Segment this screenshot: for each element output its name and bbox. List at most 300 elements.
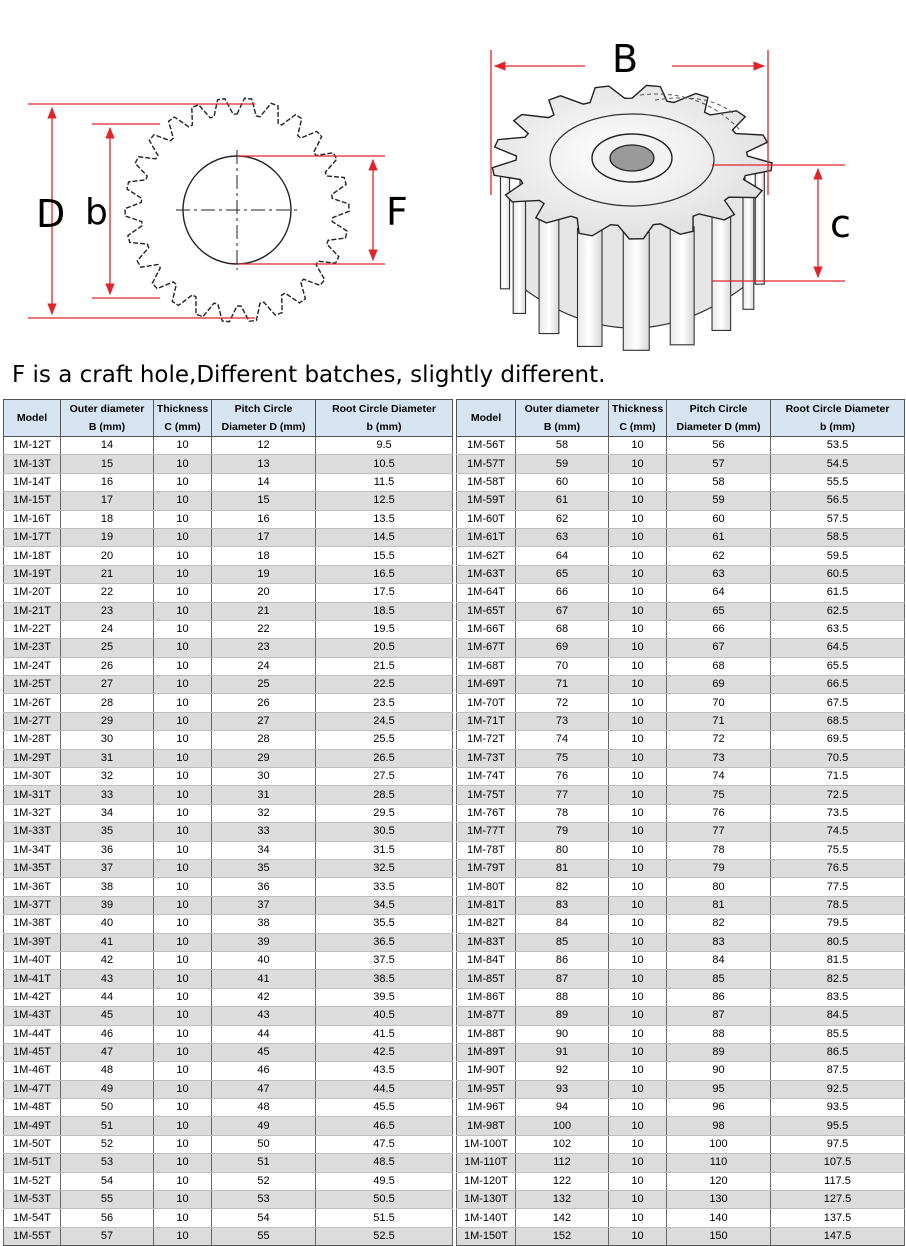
cell-thickness: 10	[609, 1007, 667, 1025]
cell-pitch-circle-diameter: 31	[212, 786, 316, 804]
table-row	[457, 1227, 905, 1245]
label-f: F	[386, 190, 408, 234]
cell-root-circle-diameter: 58.5	[771, 528, 905, 546]
cell-model: 1M-14T	[4, 473, 61, 491]
table-row	[457, 1172, 905, 1190]
cell-root-circle-diameter: 11.5	[316, 473, 453, 491]
cell-outer-diameter: 43	[61, 970, 154, 988]
cell-root-circle-diameter: 34.5	[316, 896, 453, 914]
table-row	[457, 620, 905, 638]
cell-outer-diameter: 56	[61, 1209, 154, 1227]
cell-root-circle-diameter: 12.5	[316, 492, 453, 510]
table-row	[4, 749, 453, 767]
cell-thickness: 10	[154, 620, 212, 638]
cell-outer-diameter: 60	[516, 473, 609, 491]
cell-thickness: 10	[609, 859, 667, 877]
cell-outer-diameter: 65	[516, 565, 609, 583]
cell-pitch-circle-diameter: 58	[667, 473, 771, 491]
cell-pitch-circle-diameter: 42	[212, 988, 316, 1006]
cell-pitch-circle-diameter: 89	[667, 1043, 771, 1061]
table-row	[4, 731, 453, 749]
cell-outer-diameter: 18	[61, 510, 154, 528]
cell-root-circle-diameter: 33.5	[316, 878, 453, 896]
table-row	[4, 510, 453, 528]
cell-pitch-circle-diameter: 62	[667, 547, 771, 565]
table-row	[4, 1007, 453, 1025]
cell-model: 1M-53T	[4, 1191, 61, 1209]
cell-root-circle-diameter: 46.5	[316, 1117, 453, 1135]
cell-model: 1M-72T	[457, 731, 516, 749]
table-row	[457, 694, 905, 712]
label-d: D	[36, 192, 66, 236]
cell-root-circle-diameter: 22.5	[316, 676, 453, 694]
cell-model: 1M-57T	[457, 455, 516, 473]
cell-pitch-circle-diameter: 130	[667, 1191, 771, 1209]
cell-pitch-circle-diameter: 26	[212, 694, 316, 712]
cell-model: 1M-41T	[4, 970, 61, 988]
cell-pitch-circle-diameter: 86	[667, 988, 771, 1006]
table-row	[457, 492, 905, 510]
cell-root-circle-diameter: 61.5	[771, 584, 905, 602]
cell-outer-diameter: 152	[516, 1227, 609, 1245]
cell-thickness: 10	[154, 841, 212, 859]
cell-pitch-circle-diameter: 15	[212, 492, 316, 510]
cell-model: 1M-52T	[4, 1172, 61, 1190]
cell-root-circle-diameter: 70.5	[771, 749, 905, 767]
cell-root-circle-diameter: 74.5	[771, 823, 905, 841]
cell-root-circle-diameter: 107.5	[771, 1154, 905, 1172]
cell-model: 1M-79T	[457, 859, 516, 877]
gear-side-tooth	[743, 191, 754, 309]
cell-outer-diameter: 44	[61, 988, 154, 1006]
cell-thickness: 10	[154, 437, 212, 455]
cell-root-circle-diameter: 79.5	[771, 915, 905, 933]
cell-root-circle-diameter: 97.5	[771, 1135, 905, 1153]
cell-model: 1M-27T	[4, 712, 61, 730]
cell-root-circle-diameter: 24.5	[316, 712, 453, 730]
cell-root-circle-diameter: 56.5	[771, 492, 905, 510]
cell-thickness: 10	[609, 676, 667, 694]
cell-outer-diameter: 27	[61, 676, 154, 694]
cell-thickness: 10	[154, 510, 212, 528]
cell-pitch-circle-diameter: 22	[212, 620, 316, 638]
cell-model: 1M-19T	[4, 565, 61, 583]
spec-table-left	[3, 399, 453, 1246]
cell-model: 1M-85T	[457, 970, 516, 988]
table-row	[4, 437, 453, 455]
craft-hole-note: F is a craft hole,Different batches, slightly different.	[12, 362, 606, 388]
cell-pitch-circle-diameter: 72	[667, 731, 771, 749]
cell-thickness: 10	[154, 1227, 212, 1245]
cell-pitch-circle-diameter: 28	[212, 731, 316, 749]
table-row	[457, 1062, 905, 1080]
cell-outer-diameter: 25	[61, 639, 154, 657]
cell-thickness: 10	[154, 1209, 212, 1227]
cell-model: 1M-100T	[457, 1135, 516, 1153]
cell-pitch-circle-diameter: 75	[667, 786, 771, 804]
cell-thickness: 10	[154, 970, 212, 988]
cell-model: 1M-35T	[4, 859, 61, 877]
cell-outer-diameter: 19	[61, 528, 154, 546]
cell-model: 1M-68T	[457, 657, 516, 675]
cell-thickness: 10	[154, 584, 212, 602]
table-row	[4, 915, 453, 933]
cell-outer-diameter: 77	[516, 786, 609, 804]
table-row	[457, 473, 905, 491]
cell-root-circle-diameter: 48.5	[316, 1154, 453, 1172]
cell-thickness: 10	[154, 565, 212, 583]
cell-outer-diameter: 88	[516, 988, 609, 1006]
cell-model: 1M-50T	[4, 1135, 61, 1153]
cell-root-circle-diameter: 17.5	[316, 584, 453, 602]
cell-pitch-circle-diameter: 78	[667, 841, 771, 859]
cell-model: 1M-29T	[4, 749, 61, 767]
cell-thickness: 10	[609, 731, 667, 749]
cell-thickness: 10	[609, 584, 667, 602]
cell-pitch-circle-diameter: 73	[667, 749, 771, 767]
table-row	[457, 915, 905, 933]
cell-pitch-circle-diameter: 13	[212, 455, 316, 473]
cell-pitch-circle-diameter: 60	[667, 510, 771, 528]
cell-pitch-circle-diameter: 20	[212, 584, 316, 602]
table-row	[4, 455, 453, 473]
cell-root-circle-diameter: 78.5	[771, 896, 905, 914]
header-root-circle-diameter: Root Circle Diameter b (mm)	[771, 400, 905, 437]
cell-outer-diameter: 67	[516, 602, 609, 620]
cell-model: 1M-83T	[457, 933, 516, 951]
cell-model: 1M-30T	[4, 768, 61, 786]
cell-thickness: 10	[609, 1080, 667, 1098]
cell-thickness: 10	[609, 565, 667, 583]
cell-outer-diameter: 20	[61, 547, 154, 565]
cell-pitch-circle-diameter: 90	[667, 1062, 771, 1080]
header-thickness: Thickness C (mm)	[154, 400, 212, 437]
cell-outer-diameter: 31	[61, 749, 154, 767]
front-view-gear	[28, 98, 385, 321]
cell-root-circle-diameter: 72.5	[771, 786, 905, 804]
cell-root-circle-diameter: 51.5	[316, 1209, 453, 1227]
cell-root-circle-diameter: 76.5	[771, 859, 905, 877]
cell-model: 1M-24T	[4, 657, 61, 675]
cell-model: 1M-23T	[4, 639, 61, 657]
cell-thickness: 10	[609, 547, 667, 565]
cell-thickness: 10	[609, 1209, 667, 1227]
table-row	[457, 657, 905, 675]
cell-pitch-circle-diameter: 54	[212, 1209, 316, 1227]
cell-thickness: 10	[609, 749, 667, 767]
cell-root-circle-diameter: 45.5	[316, 1099, 453, 1117]
cell-outer-diameter: 102	[516, 1135, 609, 1153]
cell-root-circle-diameter: 10.5	[316, 455, 453, 473]
cell-root-circle-diameter: 39.5	[316, 988, 453, 1006]
cell-thickness: 10	[154, 1080, 212, 1098]
cell-pitch-circle-diameter: 74	[667, 768, 771, 786]
cell-outer-diameter: 75	[516, 749, 609, 767]
table-row	[4, 951, 453, 969]
cell-model: 1M-44T	[4, 1025, 61, 1043]
cell-root-circle-diameter: 19.5	[316, 620, 453, 638]
cell-thickness: 10	[154, 988, 212, 1006]
cell-pitch-circle-diameter: 100	[667, 1135, 771, 1153]
cell-root-circle-diameter: 86.5	[771, 1043, 905, 1061]
header-outer-diameter: Outer diameter B (mm)	[516, 400, 609, 437]
table-row	[4, 602, 453, 620]
table-row	[4, 1080, 453, 1098]
cell-outer-diameter: 132	[516, 1191, 609, 1209]
cell-model: 1M-76T	[457, 804, 516, 822]
cell-outer-diameter: 86	[516, 951, 609, 969]
cell-thickness: 10	[154, 657, 212, 675]
cell-model: 1M-75T	[457, 786, 516, 804]
cell-outer-diameter: 73	[516, 712, 609, 730]
table-row	[4, 933, 453, 951]
cell-model: 1M-77T	[457, 823, 516, 841]
table-row	[457, 933, 905, 951]
cell-pitch-circle-diameter: 18	[212, 547, 316, 565]
table-row	[4, 565, 453, 583]
cell-thickness: 10	[609, 437, 667, 455]
cell-outer-diameter: 78	[516, 804, 609, 822]
cell-model: 1M-70T	[457, 694, 516, 712]
cell-root-circle-diameter: 59.5	[771, 547, 905, 565]
gear-diagram-area	[0, 0, 906, 355]
cell-model: 1M-60T	[457, 510, 516, 528]
cell-pitch-circle-diameter: 69	[667, 676, 771, 694]
cell-model: 1M-17T	[4, 528, 61, 546]
cell-outer-diameter: 52	[61, 1135, 154, 1153]
cell-model: 1M-56T	[457, 437, 516, 455]
table-row	[457, 786, 905, 804]
cell-model: 1M-42T	[4, 988, 61, 1006]
table-row	[4, 1209, 453, 1227]
table-row	[4, 1191, 453, 1209]
cell-model: 1M-62T	[457, 547, 516, 565]
cell-pitch-circle-diameter: 16	[212, 510, 316, 528]
cell-pitch-circle-diameter: 96	[667, 1099, 771, 1117]
cell-thickness: 10	[609, 804, 667, 822]
cell-model: 1M-33T	[4, 823, 61, 841]
cell-thickness: 10	[154, 768, 212, 786]
cell-pitch-circle-diameter: 98	[667, 1117, 771, 1135]
cell-outer-diameter: 40	[61, 915, 154, 933]
cell-thickness: 10	[154, 639, 212, 657]
cell-model: 1M-45T	[4, 1043, 61, 1061]
cell-root-circle-diameter: 13.5	[316, 510, 453, 528]
cell-pitch-circle-diameter: 44	[212, 1025, 316, 1043]
cell-root-circle-diameter: 65.5	[771, 657, 905, 675]
cell-outer-diameter: 94	[516, 1099, 609, 1117]
cell-pitch-circle-diameter: 64	[667, 584, 771, 602]
cell-model: 1M-16T	[4, 510, 61, 528]
table-row	[4, 878, 453, 896]
cell-root-circle-diameter: 81.5	[771, 951, 905, 969]
cell-root-circle-diameter: 92.5	[771, 1080, 905, 1098]
cell-outer-diameter: 36	[61, 841, 154, 859]
cell-thickness: 10	[609, 896, 667, 914]
table-row	[457, 712, 905, 730]
cell-thickness: 10	[609, 639, 667, 657]
cell-pitch-circle-diameter: 77	[667, 823, 771, 841]
cell-model: 1M-25T	[4, 676, 61, 694]
cell-model: 1M-64T	[457, 584, 516, 602]
cell-thickness: 10	[609, 694, 667, 712]
table-row	[457, 841, 905, 859]
header-model: Model	[457, 400, 516, 437]
cell-root-circle-diameter: 42.5	[316, 1043, 453, 1061]
cell-outer-diameter: 23	[61, 602, 154, 620]
table-row	[4, 804, 453, 822]
cell-outer-diameter: 74	[516, 731, 609, 749]
table-row	[457, 547, 905, 565]
cell-pitch-circle-diameter: 66	[667, 620, 771, 638]
cell-model: 1M-84T	[457, 951, 516, 969]
cell-pitch-circle-diameter: 84	[667, 951, 771, 969]
table-row	[4, 492, 453, 510]
cell-root-circle-diameter: 63.5	[771, 620, 905, 638]
cell-thickness: 10	[609, 1227, 667, 1245]
cell-root-circle-diameter: 69.5	[771, 731, 905, 749]
table-row	[4, 768, 453, 786]
cell-pitch-circle-diameter: 30	[212, 768, 316, 786]
cell-pitch-circle-diameter: 95	[667, 1080, 771, 1098]
cell-model: 1M-96T	[457, 1099, 516, 1117]
table-row	[457, 1043, 905, 1061]
cell-pitch-circle-diameter: 82	[667, 915, 771, 933]
table-row	[457, 768, 905, 786]
cell-pitch-circle-diameter: 34	[212, 841, 316, 859]
cell-model: 1M-74T	[457, 768, 516, 786]
cell-pitch-circle-diameter: 25	[212, 676, 316, 694]
cell-thickness: 10	[609, 951, 667, 969]
cell-outer-diameter: 38	[61, 878, 154, 896]
cell-pitch-circle-diameter: 51	[212, 1154, 316, 1172]
cell-pitch-circle-diameter: 32	[212, 804, 316, 822]
cell-model: 1M-54T	[4, 1209, 61, 1227]
cell-model: 1M-86T	[457, 988, 516, 1006]
cell-thickness: 10	[609, 970, 667, 988]
table-row	[457, 1025, 905, 1043]
cell-pitch-circle-diameter: 63	[667, 565, 771, 583]
cell-pitch-circle-diameter: 19	[212, 565, 316, 583]
cell-root-circle-diameter: 20.5	[316, 639, 453, 657]
cell-root-circle-diameter: 75.5	[771, 841, 905, 859]
cell-pitch-circle-diameter: 12	[212, 437, 316, 455]
cell-pitch-circle-diameter: 43	[212, 1007, 316, 1025]
table-row	[4, 1117, 453, 1135]
cell-thickness: 10	[609, 620, 667, 638]
cell-outer-diameter: 30	[61, 731, 154, 749]
cell-root-circle-diameter: 83.5	[771, 988, 905, 1006]
cell-root-circle-diameter: 127.5	[771, 1191, 905, 1209]
cell-model: 1M-89T	[457, 1043, 516, 1061]
cell-root-circle-diameter: 50.5	[316, 1191, 453, 1209]
cell-model: 1M-18T	[4, 547, 61, 565]
cell-pitch-circle-diameter: 49	[212, 1117, 316, 1135]
table-row	[457, 1135, 905, 1153]
header-pitch-circle-diameter: Pitch Circle Diameter D (mm)	[212, 400, 316, 437]
cell-root-circle-diameter: 117.5	[771, 1172, 905, 1190]
table-row	[4, 584, 453, 602]
cell-thickness: 10	[154, 804, 212, 822]
table-row	[457, 528, 905, 546]
cell-root-circle-diameter: 80.5	[771, 933, 905, 951]
label-b-outer: B	[612, 37, 639, 81]
cell-model: 1M-37T	[4, 896, 61, 914]
label-c: c	[830, 202, 851, 246]
table-row	[4, 620, 453, 638]
perspective-gear	[491, 50, 845, 350]
cell-outer-diameter: 142	[516, 1209, 609, 1227]
cell-outer-diameter: 89	[516, 1007, 609, 1025]
table-row	[457, 437, 905, 455]
cell-pitch-circle-diameter: 36	[212, 878, 316, 896]
cell-pitch-circle-diameter: 85	[667, 970, 771, 988]
cell-outer-diameter: 80	[516, 841, 609, 859]
cell-outer-diameter: 72	[516, 694, 609, 712]
table-row	[4, 528, 453, 546]
cell-model: 1M-43T	[4, 1007, 61, 1025]
cell-thickness: 10	[154, 1043, 212, 1061]
table-row	[4, 1099, 453, 1117]
cell-outer-diameter: 26	[61, 657, 154, 675]
table-header-row	[4, 400, 453, 437]
cell-pitch-circle-diameter: 110	[667, 1154, 771, 1172]
cell-outer-diameter: 29	[61, 712, 154, 730]
cell-thickness: 10	[154, 1062, 212, 1080]
header-thickness: Thickness C (mm)	[609, 400, 667, 437]
cell-outer-diameter: 91	[516, 1043, 609, 1061]
table-row	[4, 676, 453, 694]
cell-model: 1M-21T	[4, 602, 61, 620]
cell-pitch-circle-diameter: 53	[212, 1191, 316, 1209]
cell-model: 1M-110T	[457, 1154, 516, 1172]
cell-thickness: 10	[609, 915, 667, 933]
cell-model: 1M-26T	[4, 694, 61, 712]
cell-outer-diameter: 21	[61, 565, 154, 583]
cell-pitch-circle-diameter: 70	[667, 694, 771, 712]
cell-root-circle-diameter: 93.5	[771, 1099, 905, 1117]
cell-thickness: 10	[154, 1007, 212, 1025]
cell-thickness: 10	[609, 1191, 667, 1209]
table-row	[4, 1043, 453, 1061]
table-row	[4, 1154, 453, 1172]
cell-root-circle-diameter: 71.5	[771, 768, 905, 786]
cell-outer-diameter: 49	[61, 1080, 154, 1098]
cell-model: 1M-67T	[457, 639, 516, 657]
cell-outer-diameter: 57	[61, 1227, 154, 1245]
cell-thickness: 10	[154, 1099, 212, 1117]
cell-pitch-circle-diameter: 80	[667, 878, 771, 896]
table-row	[457, 1007, 905, 1025]
cell-root-circle-diameter: 21.5	[316, 657, 453, 675]
table-row	[4, 1025, 453, 1043]
cell-pitch-circle-diameter: 65	[667, 602, 771, 620]
cell-pitch-circle-diameter: 57	[667, 455, 771, 473]
cell-thickness: 10	[609, 988, 667, 1006]
cell-pitch-circle-diameter: 45	[212, 1043, 316, 1061]
cell-outer-diameter: 84	[516, 915, 609, 933]
cell-thickness: 10	[154, 676, 212, 694]
cell-thickness: 10	[154, 602, 212, 620]
cell-outer-diameter: 66	[516, 584, 609, 602]
cell-root-circle-diameter: 30.5	[316, 823, 453, 841]
cell-model: 1M-22T	[4, 620, 61, 638]
table-row	[457, 1154, 905, 1172]
cell-model: 1M-15T	[4, 492, 61, 510]
cell-root-circle-diameter: 41.5	[316, 1025, 453, 1043]
cell-outer-diameter: 14	[61, 437, 154, 455]
cell-outer-diameter: 35	[61, 823, 154, 841]
